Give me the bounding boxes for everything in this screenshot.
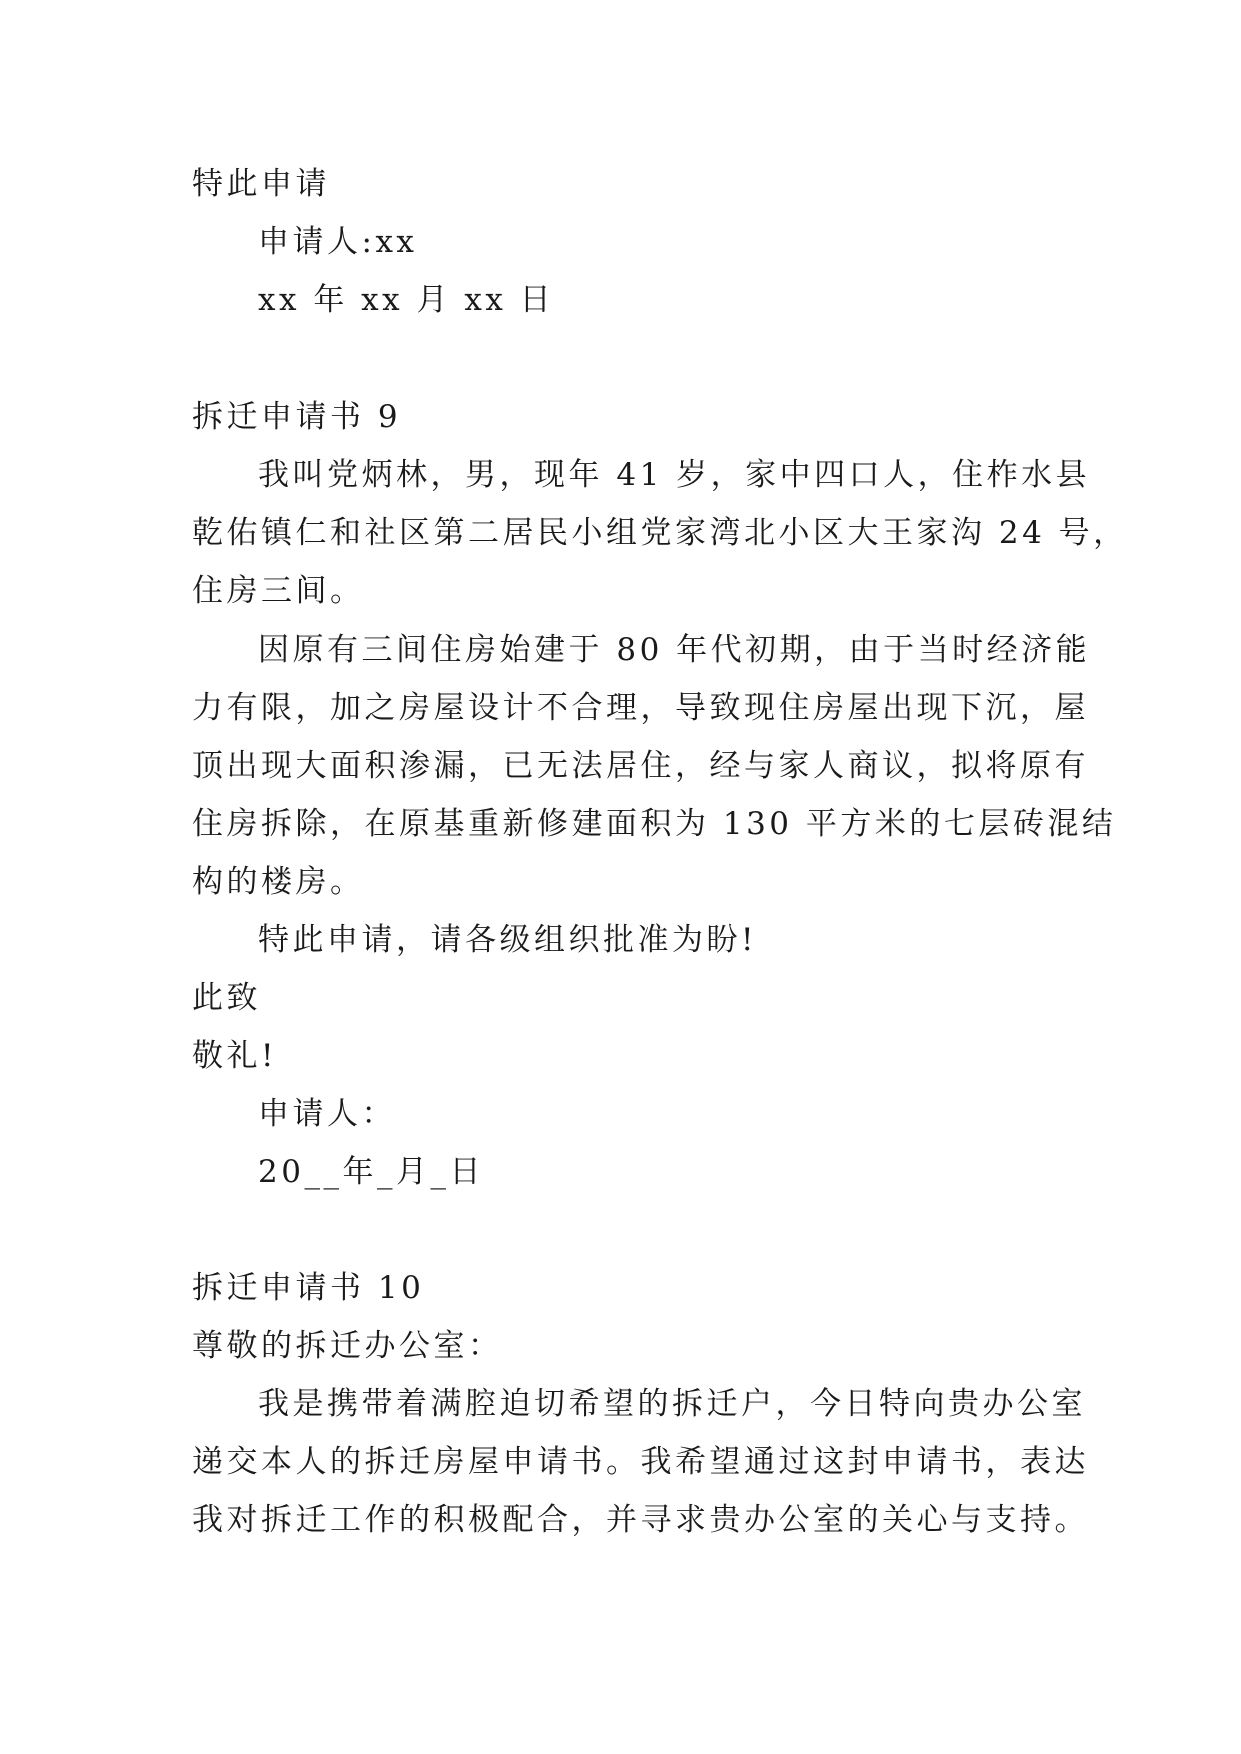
- paragraph-line: 我对拆迁工作的积极配合，并寻求贵办公室的关心与支持。: [192, 1502, 1089, 1538]
- salutation-line: 此致: [192, 980, 261, 1016]
- paragraph-line: 住房拆除，在原基重新修建面积为 130 平方米的七层砖混结: [192, 806, 1117, 842]
- date-line: xx 年 xx 月 xx 日: [258, 282, 555, 318]
- date-line: 20__年_月_日: [258, 1154, 484, 1190]
- paragraph-line: 构的楼房。: [192, 864, 365, 900]
- addressee-line: 尊敬的拆迁办公室：: [192, 1328, 503, 1364]
- paragraph-line: 顶出现大面积渗漏，已无法居住，经与家人商议，拟将原有: [192, 748, 1089, 784]
- paragraph-line: 住房三间。: [192, 573, 365, 609]
- salutation-line: 敬礼!: [192, 1038, 277, 1074]
- section-heading-10: 拆迁申请书 10: [192, 1270, 425, 1306]
- paragraph-line: 递交本人的拆迁房屋申请书。我希望通过这封申请书，表达: [192, 1444, 1089, 1480]
- section-heading-9: 拆迁申请书 9: [192, 399, 402, 435]
- paragraph-line: 我叫党炳林，男，现年 41 岁，家中四口人，住柞水县: [258, 457, 1091, 493]
- applicant-line: 申请人:xx: [258, 224, 418, 260]
- paragraph-line: 我是携带着满腔迫切希望的拆迁户，今日特向贵办公室: [258, 1386, 1086, 1422]
- paragraph-line: 乾佑镇仁和社区第二居民小组党家湾北小区大王家沟 24 号，: [192, 515, 1128, 551]
- request-line: 特此申请，请各级组织批准为盼!: [258, 922, 757, 958]
- applicant-line: 申请人：: [258, 1096, 396, 1132]
- paragraph-line: 因原有三间住房始建于 80 年代初期，由于当时经济能: [258, 632, 1091, 668]
- paragraph-line: 力有限，加之房屋设计不合理，导致现住房屋出现下沉，屋: [192, 690, 1089, 726]
- closing-text: 特此申请: [192, 166, 330, 202]
